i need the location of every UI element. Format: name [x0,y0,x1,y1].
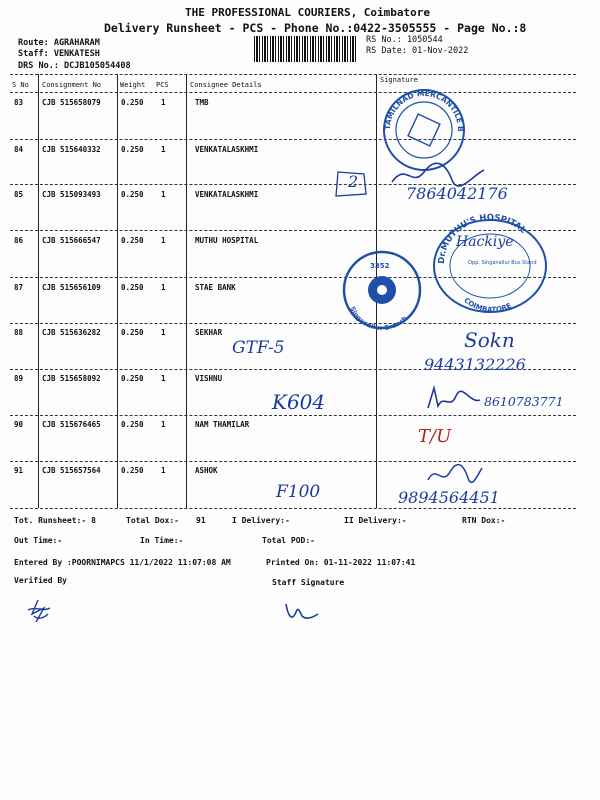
col-header-consignee: Consignee Details [190,81,262,89]
row-consignee: VISHNU [195,374,223,383]
table-top-border [10,74,576,75]
row-separator [10,415,576,416]
row-consignee: VENKATALASKHMI [195,190,259,199]
row-consignment-no: CJB 515676465 [42,420,101,429]
row-sno: 84 [14,145,24,154]
row-sno: 83 [14,98,24,107]
sbi-bank-stamp [340,248,424,332]
rs-date: RS Date: 01-Nov-2022 [366,46,469,56]
row-pcs: 1 [161,236,166,245]
handwritten-box-count: 2 [348,172,359,191]
in-time-label: In Time:- [140,536,184,545]
rtn-dox-label: RTN Dox:- [462,516,506,525]
row-weight: 0.250 [121,236,144,245]
col-header-sno: S No [12,81,29,89]
row-pcs: 1 [161,420,166,429]
row-separator [10,139,576,140]
drs-label: DRS No.: DCJB105054408 [18,61,131,71]
row-pcs: 1 [161,145,166,154]
svg-text:TAMILNAD MERCANTILE BANK LTD.: TAMILNAD MERCANTILE BANK LTD. [368,75,466,132]
row-separator [10,323,576,324]
svg-text:Opp. Singanallur Bus Stand: Opp. Singanallur Bus Stand [468,260,537,266]
row-consignment-no: CJB 515658079 [42,98,101,107]
row-consignment-no: CJB 515640332 [42,145,101,154]
handwritten-phone-85: 7864042176 [406,184,508,203]
total-dox-label: Total Dox:- [126,516,179,525]
row-sno: 90 [14,420,24,429]
handwritten-note-88: GTF-5 [232,338,285,358]
row-consignment-no: CJB 515666547 [42,236,101,245]
staff-signature-scribble [282,598,322,624]
total-pod-label: Total POD:- [262,536,315,545]
company-title: THE PROFESSIONAL COURIERS, Coimbatore [185,6,431,19]
row-consignee: ASHOK [195,466,218,475]
row-consignee: TMB [195,98,209,107]
barcode [254,36,358,62]
row-sno: 89 [14,374,24,383]
row-consignee: NAM THAMILAR [195,420,250,429]
svg-text:Singanallur Branch: Singanallur Branch [348,305,409,333]
row-consignee: SEKHAR [195,328,223,337]
staff-label: Staff: VENKATESH [18,49,100,59]
handwritten-phone-89: 8610783771 [484,394,564,409]
total-dox-value: 91 [196,516,206,525]
row-weight: 0.250 [121,283,144,292]
svg-text:Dr.MUTHU'S HOSPITAL: Dr.MUTHU'S HOSPITAL [436,212,528,265]
verified-by-label: Verified By [14,576,67,585]
row-pcs: 1 [161,374,166,383]
row-consignee: STAE BANK [195,283,236,292]
muthu-hospital-stamp [428,212,558,315]
row-weight: 0.250 [121,98,144,107]
row-sno: 87 [14,283,24,292]
row-weight: 0.250 [121,420,144,429]
svg-text:3352: 3352 [370,262,390,270]
row-consignment-no: CJB 515093493 [42,190,101,199]
row-weight: 0.250 [121,374,144,383]
svg-text:COIMBATORE: COIMBATORE [462,296,513,315]
handwritten-signature-86: Hackiye [456,234,514,250]
handwritten-note-89: K604 [272,390,326,414]
handwritten-signature-88: Sokn [464,328,515,352]
row-pcs: 1 [161,328,166,337]
row-consignment-no: CJB 515656109 [42,283,101,292]
row-weight: 0.250 [121,466,144,475]
col-header-pcs: PCS [156,81,169,89]
row-consignee: MUTHU HOSPITAL [195,236,259,245]
printed-on: Printed On: 01-11-2022 11:07:41 [266,558,416,567]
header-separator [10,92,576,93]
row-separator [10,461,576,462]
i-delivery-label: I Delivery:- [232,516,290,525]
entered-by: Entered By :POORNIMAPCS 11/1/2022 11:07:08 AM [14,558,231,567]
row-weight: 0.250 [121,145,144,154]
rs-number: RS No.: 1050544 [366,35,443,45]
route-label: Route: AGRAHARAM [18,38,100,48]
handwritten-note-90: T/U [418,426,452,447]
row-sno: 85 [14,190,24,199]
row-consignment-no: CJB 515657564 [42,466,101,475]
runsheet-subtitle: Delivery Runsheet - PCS - Phone No.:0422-3505555 - Page No.:8 [104,21,527,35]
handwritten-phone-91: 9894564451 [398,488,500,507]
verified-signature-scribble [24,596,54,626]
row-pcs: 1 [161,98,166,107]
row-sno: 91 [14,466,24,475]
row-sno: 86 [14,236,24,245]
row-weight: 0.250 [121,190,144,199]
ii-delivery-label: II Delivery:- [344,516,407,525]
out-time-label: Out Time:- [14,536,63,545]
row-pcs: 1 [161,190,166,199]
row-pcs: 1 [161,466,166,475]
scribble-signature [424,462,484,488]
row-consignment-no: CJB 515636282 [42,328,101,337]
staff-signature-label: Staff Signature [272,578,345,587]
col-header-signature: Signature [380,76,418,84]
scribble-signature [424,384,484,414]
col-header-weight: Weight [120,81,146,89]
handwritten-phone-88: 9443132226 [424,355,526,374]
row-consignee: VENKATALASKHMI [195,145,259,154]
row-sno: 88 [14,328,24,337]
row-pcs: 1 [161,283,166,292]
row-weight: 0.250 [121,328,144,337]
total-runsheet: Tot. Runsheet:- 8 [14,516,96,525]
row-consignment-no: CJB 515658092 [42,374,101,383]
table-bottom-border [10,508,576,509]
handwritten-note-91: F100 [276,482,321,502]
col-header-consignment: Consignment No [42,81,102,89]
